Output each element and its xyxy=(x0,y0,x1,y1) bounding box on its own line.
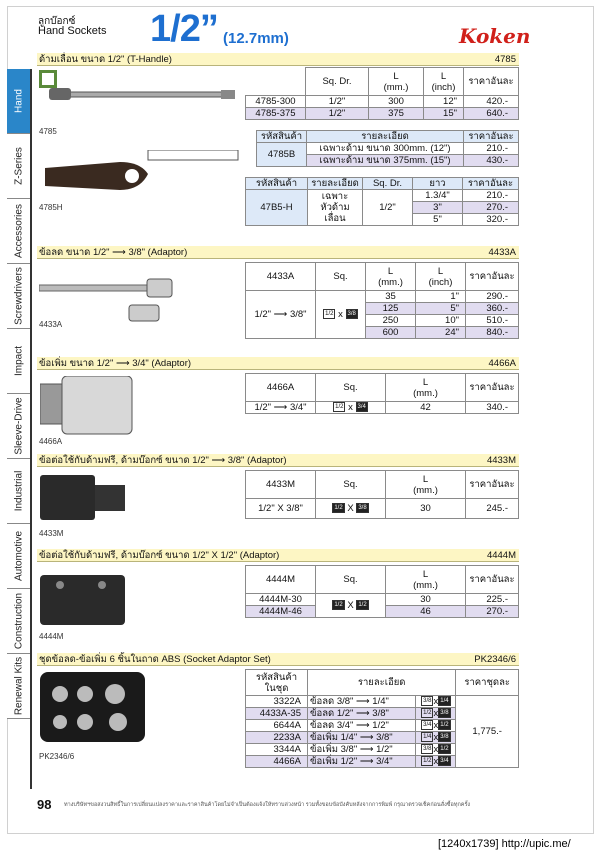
tab-hand[interactable]: Hand xyxy=(7,69,30,134)
adaptor-4466a-image xyxy=(40,376,135,436)
table-pk2346: รหัสสินค้า ในชุด รายละเอียด ราคาชุดละ 3322A ข้อลด 3/8" ⟶ 1/4" 3/8 x 1/4 1,775.- 4433A-35 ข้อลด 1/2" ⟶ 3/8" 1/2 x 3/8 6644A ข้อลด 3/4" ⟶ 1/2" 3/4 x 1/2 2233A ข้อเพิ่ม 1/4" ⟶ 3/8" 1/4 x 3/8 3344A ข้อเพิ่ม 3/8" ⟶ 1/2" 3/8 x 1/2 4466A ข้อเพิ่ม 1/2" ⟶ 3/4" 1/2 x 3/4 xyxy=(245,669,519,768)
header-title: Hand Sockets xyxy=(38,25,107,37)
caption-4444m: 4444M xyxy=(39,632,64,641)
section-pk2346 xyxy=(37,653,519,666)
section-bar: ข้อต่อใช้กับด้ามฟรี, ด้ามบ๊อกซ์ ขนาด 1/2" X 1/2" (Adaptor) 4444M xyxy=(37,549,519,562)
section-bar: ข้อต่อใช้กับด้ามฟรี, ด้ามบ๊อกซ์ ขนาด 1/2" ⟶ 3/8" (Adaptor) 4433M xyxy=(37,454,519,467)
page-number: 98 xyxy=(37,797,52,812)
tab-industrial[interactable]: Industrial xyxy=(7,459,30,524)
table-4433a: 4433A Sq. L (mm.) L (inch) ราคาอันละ 1/2" ⟶ 3/8" 1/2 x 3/8 35 1" 290.- 125 5" 360.- 250 10" 510.- 600 24" 840.- xyxy=(245,262,519,339)
socket-set-image xyxy=(40,672,150,747)
adaptor-4444m-image xyxy=(40,575,130,630)
tab-z-series[interactable]: Z-Series xyxy=(7,134,30,199)
table-4466a: 4466A Sq. L (mm.) ราคาอันละ 1/2" ⟶ 3/4" 1/2 x 3/4 42 340.- xyxy=(245,373,519,414)
adaptor-4433a-image xyxy=(39,275,189,325)
caption-4785: 4785 xyxy=(39,127,57,136)
table-47b5h: รหัสสินค้า รายละเอียด Sq. Dr. ยาว ราคาอันละ 47B5-H เฉพาะ หัวด้ามเลื่อน 1/2" 1.3/4" 210.- 3" 270.- 5" 320.- xyxy=(245,177,519,226)
section-bar: ชุดข้อลด-ข้อเพิ่ม 6 ชิ้นในถาด ABS (Socket Adaptor Set) PK2346/6 xyxy=(37,653,519,666)
section-4466a xyxy=(37,357,519,370)
tab-sleeve-drive[interactable]: Sleeve-Drive xyxy=(7,394,30,459)
caption-4433a: 4433A xyxy=(39,320,63,329)
header-size: 1/2” xyxy=(150,8,218,50)
caption-pk2346: PK2346/6 xyxy=(39,752,75,761)
section-4785 xyxy=(37,53,519,66)
handle-head-image xyxy=(40,150,240,200)
tab-divider xyxy=(30,69,32,789)
section-bar: ข้อลด ขนาด 1/2" ⟶ 3/8" (Adaptor) 4433A xyxy=(37,246,519,259)
brand-logo: Koken xyxy=(459,24,531,48)
tab-impact[interactable]: Impact xyxy=(7,329,30,394)
tab-screwdrivers[interactable]: Screwdrivers xyxy=(7,264,30,329)
caption-4785h: 4785H xyxy=(39,203,63,212)
header-mm: (12.7mm) xyxy=(223,30,289,47)
adaptor-4433m-image xyxy=(40,475,130,525)
section-4444m xyxy=(37,549,519,562)
header-thai: ลูกบ๊อกซ์ xyxy=(38,16,76,27)
table-4433m: 4433M Sq. L (mm.) ราคาอันละ 1/2" X 3/8" 1/2 X 3/8 30 245.- xyxy=(245,470,519,519)
section-4433m xyxy=(37,454,519,467)
section-bar: ข้อเพิ่ม ขนาด 1/2" ⟶ 3/4" (Adaptor) 4466A xyxy=(37,357,519,370)
table-4444m: 4444M Sq. L (mm.) ราคาอันละ 4444M-30 1/2 X 1/2 30 225.- 4444M-46 46 270.- xyxy=(245,565,519,618)
table-4785: Sq. Dr. L (mm.) L (inch) ราคาอันละ 4785-300 1/2" 300 12" 420.- 4785-375 1/2" 375 15" 640.- xyxy=(245,67,519,120)
side-tabs xyxy=(7,69,30,719)
caption-4466a: 4466A xyxy=(39,437,63,446)
tab-automotive[interactable]: Automotive xyxy=(7,524,30,589)
tab-renewal-kits[interactable]: Renewal Kits xyxy=(7,654,30,719)
caption-4433m: 4433M xyxy=(39,529,64,538)
watermark: [1240x1739] http://upic.me/ xyxy=(438,838,571,850)
t-handle-image xyxy=(39,70,244,126)
section-bar: ด้ามเลื่อน ขนาด 1/2" (T-Handle) 4785 xyxy=(37,53,519,66)
section-4433a xyxy=(37,246,519,259)
tab-construction[interactable]: Construction xyxy=(7,589,30,654)
tab-accessories[interactable]: Accessories xyxy=(7,199,30,264)
footer-note: ทางบริษัทฯขอสงวนสิทธิ์ในการเปลี่ยนแปลงราคาและราคาสินค้าโดยไม่จำเป็นต้องแจ้งให้ทราบล่วงหน้า รวมทั้งขอบข้อบังคับหลังจากการพิมพ์ กรุณาตรวจเช็คก่อนสั่งซื้อทุกครั้ง xyxy=(64,802,471,808)
table-4785b: รหัสสินค้า รายละเอียด ราคาอันละ 4785B เฉพาะด้าม ขนาด 300mm. (12") 210.- เฉพาะด้าม ขนาด 375mm. (15") 430.- xyxy=(256,130,519,167)
